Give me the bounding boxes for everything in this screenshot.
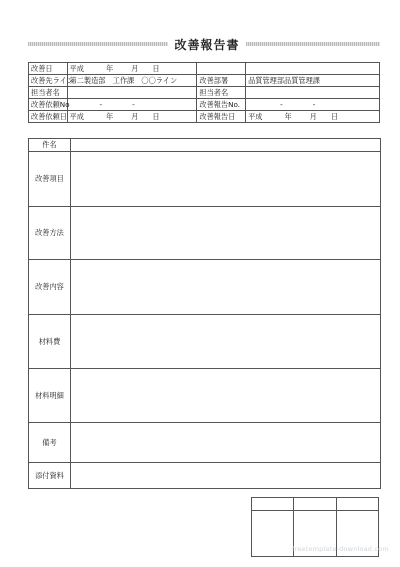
item-row-improvement-item	[29, 152, 381, 207]
item-label: 材料明細	[29, 369, 71, 423]
attachment-field[interactable]	[71, 463, 381, 489]
notes-field[interactable]	[71, 423, 381, 463]
stamp-header-cell	[336, 498, 378, 511]
info-label2: 担当者名	[197, 87, 246, 99]
era-text: 平成	[69, 63, 84, 73]
item-label: 備考	[29, 423, 71, 463]
dash-text: -	[312, 100, 316, 109]
item-label: 材料費	[29, 315, 71, 369]
item-label: 添付資料	[29, 463, 71, 489]
improvement-item-field[interactable]	[71, 152, 381, 207]
day-text: 日	[152, 111, 160, 121]
year-text: 年	[284, 111, 292, 121]
item-row-attachment	[29, 463, 381, 489]
content-field[interactable]	[71, 260, 381, 315]
material-detail-field[interactable]	[71, 369, 381, 423]
material-cost-field[interactable]	[71, 315, 381, 369]
page-title: 改善報告書	[174, 38, 240, 52]
request-date-field[interactable]	[67, 111, 197, 123]
day-text: 日	[152, 63, 160, 73]
person-field[interactable]	[67, 87, 197, 99]
stamp-header-row	[252, 498, 379, 511]
item-label: 改善方法	[29, 207, 71, 260]
report-date-field[interactable]	[246, 111, 380, 123]
item-label: 件名	[29, 139, 71, 152]
watermark: freetemplate-download.com	[292, 545, 389, 553]
item-row-subject	[29, 139, 381, 152]
items-table	[28, 138, 381, 489]
stamp-header-cell	[252, 498, 294, 511]
item-label: 改善内容	[29, 260, 71, 315]
improvement-date-field[interactable]	[67, 63, 197, 75]
stamp-cell[interactable]	[252, 511, 294, 557]
report-number-field[interactable]	[246, 99, 380, 111]
info-label2: 改善部署	[197, 75, 246, 87]
title-rule-left	[28, 42, 168, 46]
request-number-field[interactable]	[67, 99, 197, 111]
stamp-header-cell	[294, 498, 336, 511]
month-text: 月	[131, 63, 139, 73]
info-value2[interactable]	[246, 63, 380, 75]
info-label: 改善依頼日	[29, 111, 68, 123]
item-row-notes	[29, 423, 381, 463]
era-text: 平成	[248, 111, 263, 121]
info-label2	[197, 63, 246, 75]
info-row-number	[29, 99, 380, 111]
subject-field[interactable]	[71, 139, 381, 152]
info-label2: 改善報告No.	[197, 99, 246, 111]
item-row-method	[29, 207, 381, 260]
item-row-material-cost	[29, 315, 381, 369]
item-row-content	[29, 260, 381, 315]
title-area	[28, 36, 380, 52]
item-label: 改善項目	[29, 152, 71, 207]
info-row-person	[29, 87, 380, 99]
title-rule-right	[246, 42, 380, 46]
department-field[interactable]: 品質管理部品質管理課	[246, 75, 380, 87]
line-field[interactable]: 第二製造部 工作課 〇〇ライン	[67, 75, 197, 87]
month-text: 月	[131, 111, 139, 121]
info-row-improvement-date	[29, 63, 380, 75]
year-text: 年	[105, 63, 114, 73]
info-label2: 改善報告日	[197, 111, 246, 123]
dash-text: -	[99, 100, 103, 109]
era-text: 平成	[69, 111, 84, 121]
person-field-2[interactable]	[246, 87, 380, 99]
dash-text: -	[280, 100, 283, 109]
day-text: 日	[330, 111, 339, 121]
info-row-line	[29, 75, 380, 87]
info-row-dates	[29, 111, 380, 123]
item-row-material-detail	[29, 369, 381, 423]
dash-text: -	[132, 100, 135, 109]
info-label: 担当者名	[29, 87, 68, 99]
info-table	[28, 62, 380, 123]
info-label: 改善先ライン	[29, 75, 68, 87]
info-label: 改善日	[29, 63, 68, 75]
method-field[interactable]	[71, 207, 381, 260]
year-text: 年	[105, 111, 114, 121]
info-label: 改善依頼No	[29, 99, 68, 111]
month-text: 月	[309, 111, 317, 121]
